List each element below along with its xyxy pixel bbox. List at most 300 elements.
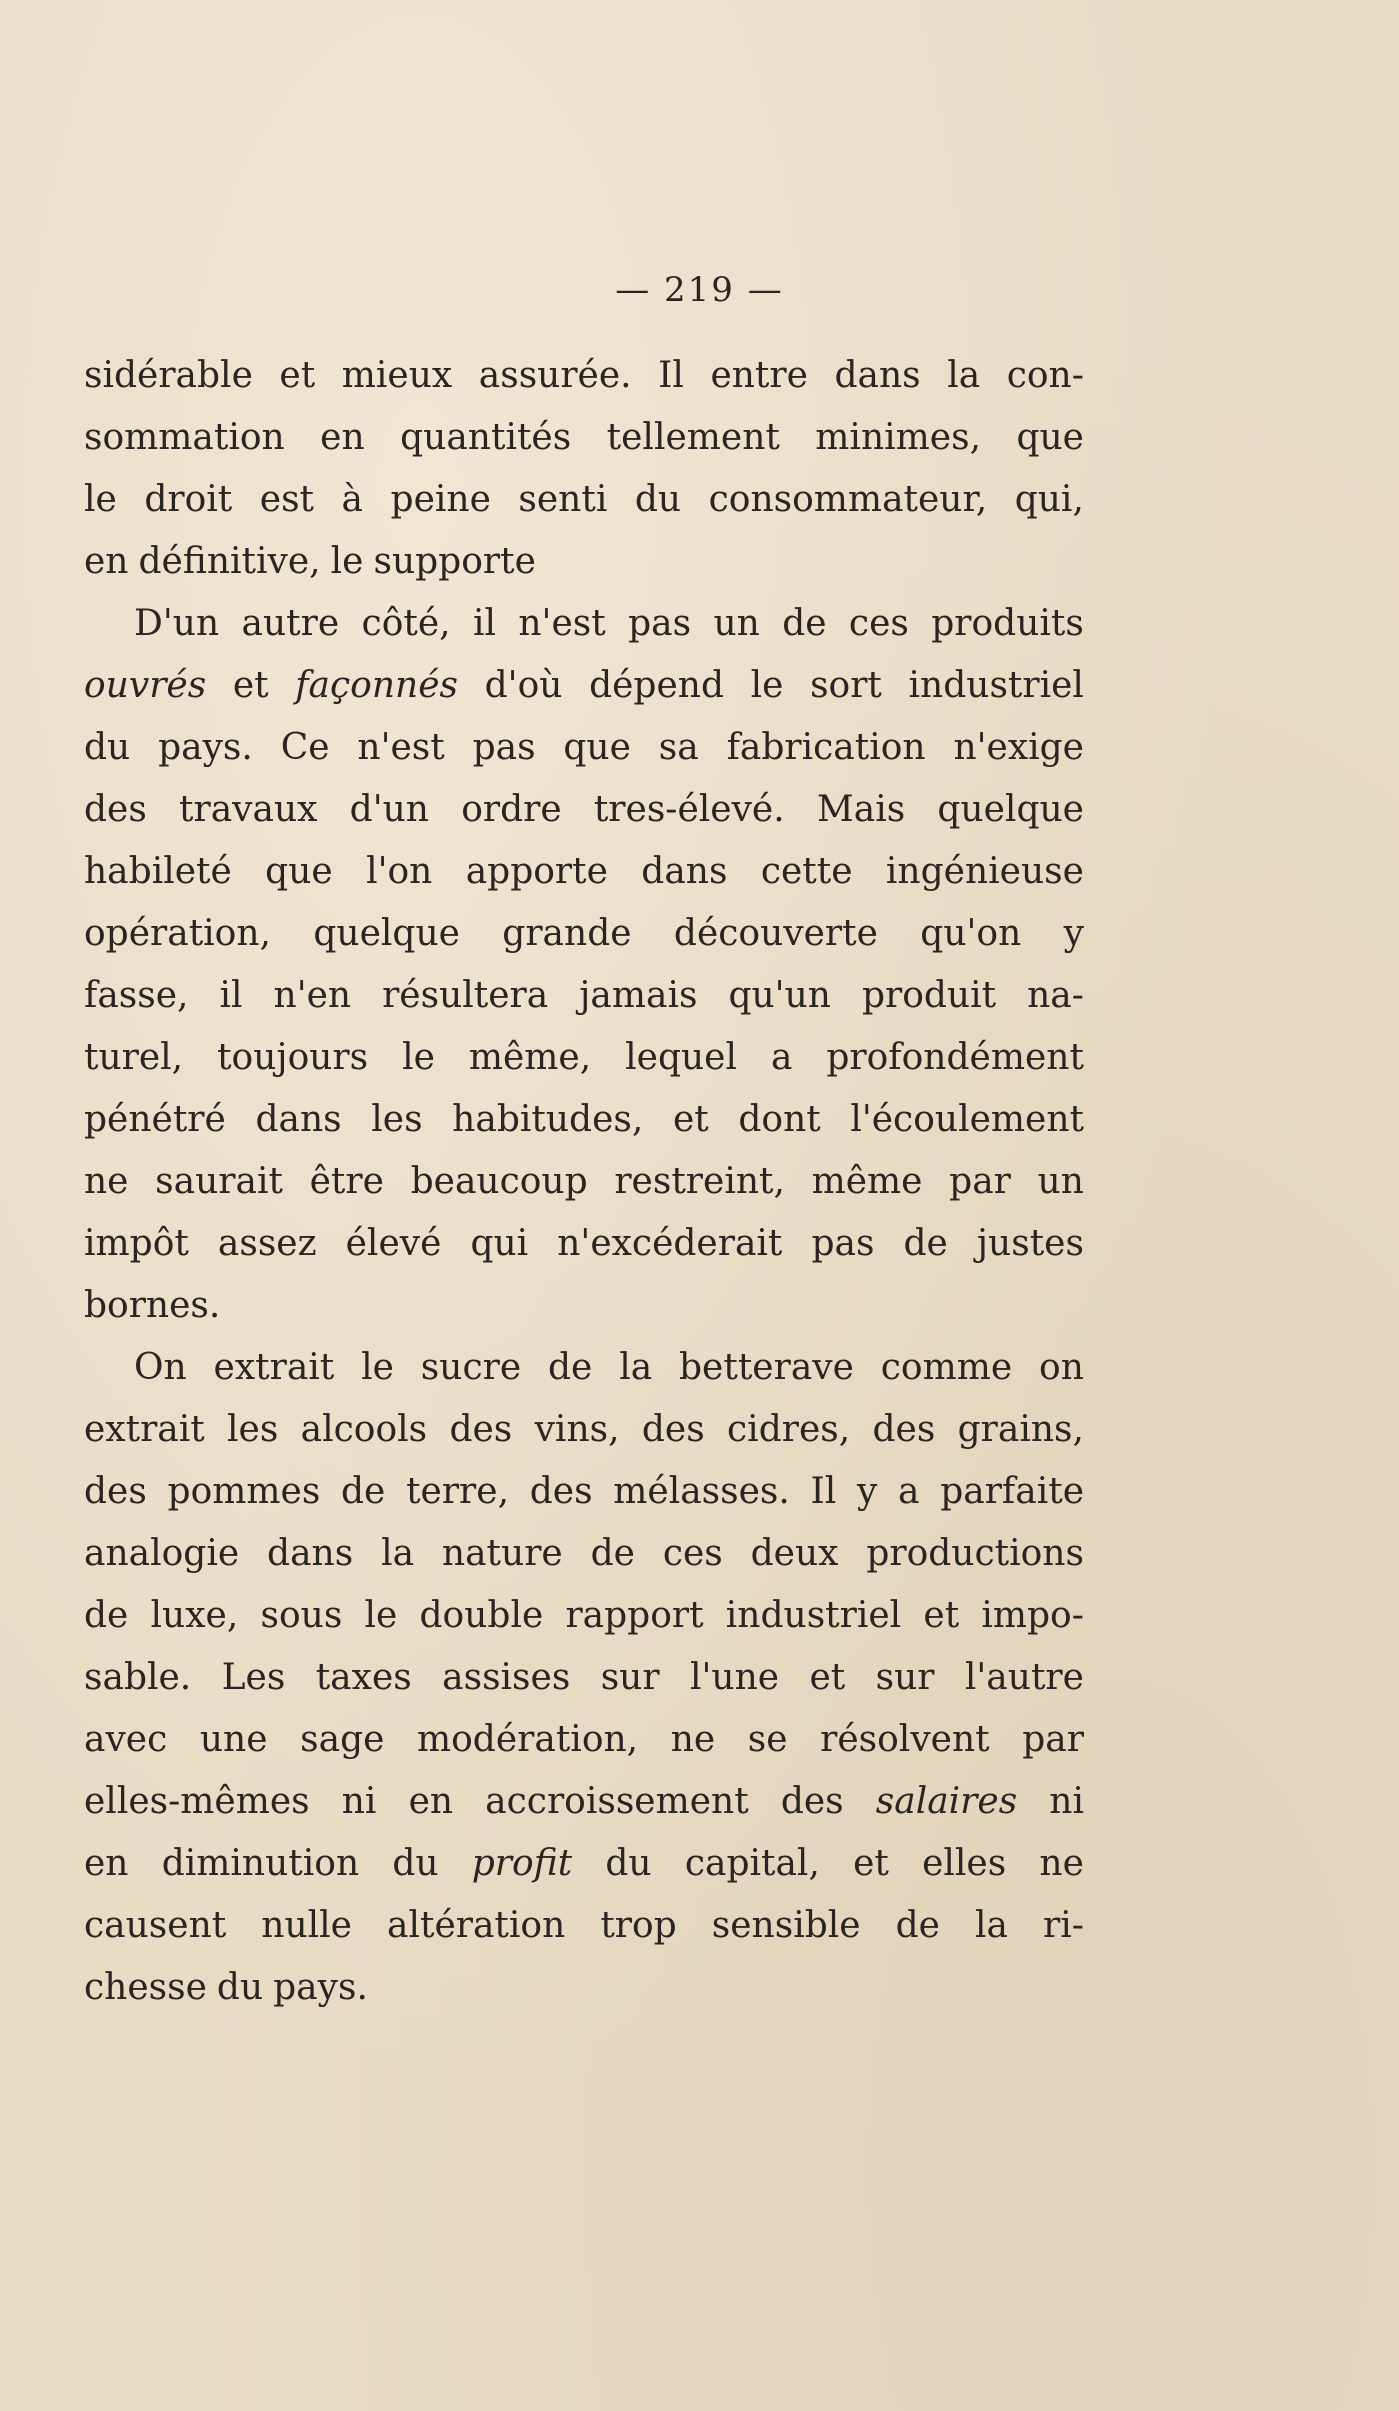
word (591, 1523, 635, 1585)
word-text: ni (341, 1781, 377, 1822)
word (350, 779, 429, 841)
word (811, 1461, 837, 1523)
word (461, 779, 561, 841)
word (857, 1461, 877, 1523)
word (84, 1523, 239, 1585)
word (940, 1461, 1084, 1523)
text-line (84, 593, 1084, 655)
word (84, 965, 188, 1027)
word-text: des (529, 1471, 593, 1512)
text-line (84, 1771, 1084, 1833)
word (958, 1399, 1084, 1461)
word (886, 841, 1084, 903)
word-text: est (259, 479, 315, 520)
word-text: d'un (349, 789, 429, 830)
text-line (84, 717, 1084, 779)
word-text: tres-élevé. (593, 789, 785, 830)
word (84, 1089, 226, 1151)
word-text: en (84, 541, 129, 582)
word-text: du (634, 479, 682, 520)
word (923, 1585, 959, 1647)
word-text: qu'un (728, 975, 831, 1016)
word (820, 1709, 989, 1771)
word (84, 717, 130, 779)
word (727, 717, 926, 779)
word-text: industriel (908, 665, 1084, 706)
italic-word: profit (471, 1843, 573, 1884)
word-text: Les (221, 1657, 286, 1698)
word (342, 345, 452, 407)
word (84, 1275, 220, 1337)
word (565, 1585, 703, 1647)
text-line (84, 1151, 1084, 1213)
word-text: nulle (261, 1905, 352, 1946)
word-text: habileté (84, 851, 232, 892)
word-text: du (605, 1843, 652, 1884)
word (642, 1399, 705, 1461)
word (301, 1399, 427, 1461)
word-text: taxes (315, 1657, 412, 1698)
word (812, 1151, 923, 1213)
word (817, 779, 905, 841)
body-text (84, 345, 1084, 2019)
word-text: profondément (826, 1037, 1084, 1078)
word-text: et (923, 1595, 960, 1636)
word-text: double (419, 1595, 544, 1636)
word-text: a (770, 1037, 793, 1078)
word (362, 593, 451, 655)
word (1016, 407, 1084, 469)
word (217, 1027, 368, 1089)
word-text: et (232, 665, 269, 706)
word (535, 1399, 620, 1461)
word-text: ces (662, 1533, 723, 1574)
word-text: avec (84, 1719, 168, 1760)
word (761, 841, 853, 903)
word-text: ces (848, 603, 909, 644)
word (421, 1337, 521, 1399)
word (144, 469, 232, 531)
word (1022, 1709, 1084, 1771)
word-text: accroissement (485, 1781, 749, 1822)
word (84, 1399, 205, 1461)
word-text: rapport (565, 1595, 704, 1636)
word-text: quelque (313, 913, 460, 954)
word (381, 1523, 414, 1585)
word (200, 1709, 268, 1771)
word-text: que (265, 851, 333, 892)
word-text: des (641, 1409, 705, 1450)
word (1027, 965, 1084, 1027)
word (981, 1585, 1084, 1647)
word (811, 1213, 874, 1275)
text-line (84, 469, 1084, 531)
word-text: on (1039, 1347, 1084, 1388)
word (214, 1337, 335, 1399)
word (342, 1771, 377, 1833)
word-space (363, 531, 373, 593)
text-line (84, 655, 1084, 717)
word-text: restreint, (614, 1161, 785, 1202)
italic-word: façonnés (295, 665, 458, 706)
word (84, 407, 285, 469)
word-text: le (361, 1347, 394, 1388)
word-text: dans (641, 851, 728, 892)
word-text: dépend (589, 665, 724, 706)
word-text: que (1016, 417, 1084, 458)
word-text: cidres, (727, 1409, 851, 1450)
word-text: mélasses. (613, 1471, 790, 1512)
word (810, 655, 882, 717)
word (949, 1151, 1011, 1213)
word (391, 469, 491, 531)
word (690, 1647, 779, 1709)
word-text: travaux (179, 789, 318, 830)
word (134, 1337, 187, 1399)
word (659, 717, 699, 779)
word-text: qui, (1014, 479, 1084, 520)
word (965, 1647, 1084, 1709)
word-text: pas (811, 1223, 875, 1264)
word (619, 1337, 652, 1399)
word (281, 717, 330, 779)
word-text: jamais (579, 975, 698, 1016)
word (502, 903, 631, 965)
word-text: bornes. (84, 1285, 221, 1326)
word-text: dont (738, 1099, 821, 1140)
word (751, 655, 784, 717)
word-text: trop (600, 1905, 677, 1946)
word (727, 1399, 850, 1461)
word (518, 593, 605, 655)
word-text: saurait (155, 1161, 283, 1202)
word-text: productions (866, 1533, 1084, 1574)
word-text: minimes, (815, 417, 982, 458)
word (594, 779, 785, 841)
word-space (129, 531, 139, 593)
word (614, 1151, 785, 1213)
word-text: à (341, 479, 364, 520)
word-text: grande (502, 913, 632, 954)
word-text: sage (300, 1719, 385, 1760)
word-text: terre, (406, 1471, 510, 1512)
italic-word: ouvrés (84, 665, 207, 706)
word-text: ne (84, 1161, 129, 1202)
word (1039, 1833, 1084, 1895)
word-text: extrait (84, 1409, 205, 1450)
word (1015, 469, 1084, 531)
word (357, 717, 444, 779)
word (589, 655, 724, 717)
word-text: d'où (484, 665, 563, 706)
word-text: elles-mêmes (84, 1781, 310, 1822)
word-text: cette (760, 851, 853, 892)
word-text: sidérable (84, 355, 253, 396)
text-line (84, 345, 1084, 407)
text-line (84, 531, 1084, 593)
word-text: des (84, 1471, 147, 1512)
word (406, 1461, 509, 1523)
word-text: dans (255, 1099, 342, 1140)
word-text: pays. (158, 727, 253, 768)
word-text: justes (976, 1223, 1084, 1264)
word (469, 1027, 591, 1089)
word (84, 1213, 189, 1275)
word-text: de (903, 1223, 948, 1264)
word (472, 1833, 572, 1895)
word (84, 1957, 207, 2019)
word (373, 531, 535, 593)
text-line (84, 779, 1084, 841)
word (361, 1337, 394, 1399)
word (313, 903, 460, 965)
word (862, 965, 996, 1027)
word-text: de (590, 1533, 635, 1574)
word-text: impôt (84, 1223, 189, 1264)
word (341, 1461, 385, 1523)
word-text: Il (658, 355, 684, 396)
word-text: des (780, 1781, 844, 1822)
word-text: l'écoulement (850, 1099, 1084, 1140)
word-text: dans (267, 1533, 354, 1574)
word-text: il (219, 975, 243, 1016)
word-text: pénétré (84, 1099, 226, 1140)
word-text: pommes (167, 1471, 321, 1512)
word (400, 407, 571, 469)
word-text: la (975, 1905, 1008, 1946)
word-text: y (856, 1471, 878, 1512)
word (674, 903, 878, 965)
word-text: droit (144, 479, 233, 520)
word-text: l'autre (964, 1657, 1084, 1698)
word (420, 1585, 544, 1647)
word (310, 1151, 384, 1213)
word-text: par (949, 1161, 1011, 1202)
word (387, 1895, 565, 1957)
word-text: de (782, 603, 827, 644)
word (782, 593, 826, 655)
word-text: même (811, 1161, 923, 1202)
word-text: industriel (725, 1595, 902, 1636)
word-text: produits (931, 603, 1084, 644)
word-text: sur (875, 1657, 935, 1698)
word-text: élevé (345, 1223, 442, 1264)
word-text: qui (470, 1223, 529, 1264)
word-text: beaucoup (410, 1161, 588, 1202)
word-space (263, 1957, 273, 2019)
text-line (84, 965, 1084, 1027)
word (663, 1523, 723, 1585)
word (84, 655, 206, 717)
word (274, 965, 352, 1027)
word (977, 1213, 1084, 1275)
word (600, 1895, 676, 1957)
word-text: D'un (134, 603, 220, 644)
word-text: les (227, 1409, 279, 1450)
word-text: définitive, (138, 541, 321, 582)
word (613, 1461, 790, 1523)
word (530, 1461, 593, 1523)
word (366, 841, 432, 903)
word (442, 1647, 570, 1709)
word (1043, 1895, 1084, 1957)
word-text: autre (241, 603, 340, 644)
word-text: sous (260, 1595, 343, 1636)
word (470, 1213, 528, 1275)
word (382, 965, 548, 1027)
word-text: n'excéderait (557, 1223, 783, 1264)
word (809, 1647, 845, 1709)
word-text: assez (217, 1223, 317, 1264)
word-text: grains, (957, 1409, 1084, 1450)
word-text: et (279, 355, 316, 396)
word-text: la (947, 355, 981, 396)
word (563, 717, 631, 779)
word-text: qu'on (920, 913, 1022, 954)
word (84, 1833, 129, 1895)
word-text: sa (658, 727, 699, 768)
word-text: opération, (84, 913, 271, 954)
word-text: ingénieuse (885, 851, 1084, 892)
word-text: causent (84, 1905, 227, 1946)
word (217, 1957, 263, 2019)
italic-word: salaires (875, 1781, 1018, 1822)
word (658, 345, 684, 407)
word-text: sensible (711, 1905, 861, 1946)
word-text: habitudes, (452, 1099, 644, 1140)
word (242, 593, 340, 655)
word (417, 1709, 638, 1771)
word (937, 779, 1084, 841)
word (449, 1399, 512, 1461)
word-text: vins, (534, 1409, 620, 1450)
word-text: assises (442, 1657, 571, 1698)
word (162, 1833, 359, 1895)
word (295, 655, 458, 717)
word (392, 1833, 438, 1895)
word (709, 469, 988, 531)
word (84, 1709, 167, 1771)
word (625, 1027, 737, 1089)
word (748, 1709, 788, 1771)
word (84, 531, 129, 593)
word (579, 965, 697, 1027)
word (155, 1151, 283, 1213)
word-text: du (84, 727, 131, 768)
word-text: sable. (84, 1657, 192, 1698)
word (84, 1151, 129, 1213)
word-text: mieux (341, 355, 453, 396)
word-text: du (216, 1967, 264, 2008)
word-text: ordre (461, 789, 562, 830)
text-line (84, 903, 1084, 965)
word (342, 469, 363, 531)
word (300, 1709, 384, 1771)
word (834, 345, 920, 407)
word-text: résolvent (820, 1719, 990, 1760)
word (227, 1399, 278, 1461)
word (853, 1833, 889, 1895)
word-text: un (713, 603, 760, 644)
word (219, 965, 242, 1027)
word (781, 1771, 844, 1833)
word (84, 469, 117, 531)
word (84, 903, 271, 965)
word (402, 1027, 435, 1089)
word-text: en (408, 1781, 454, 1822)
word (84, 1585, 128, 1647)
page-number: — 219 — (615, 270, 784, 310)
word-text: des (449, 1409, 513, 1450)
word (815, 407, 981, 469)
word-text: l'on (366, 851, 433, 892)
word-text: ri- (1043, 1905, 1084, 1946)
word-text: pays. (273, 1967, 368, 2008)
word (84, 1461, 147, 1523)
word (473, 593, 496, 655)
word (151, 1585, 239, 1647)
word (557, 1213, 782, 1275)
word-text: se (747, 1719, 788, 1760)
word-text: comme (880, 1347, 1013, 1388)
word-text: de (895, 1905, 940, 1946)
word (260, 469, 314, 531)
word-text: côté, (361, 603, 451, 644)
word (255, 1089, 341, 1151)
word (673, 1089, 709, 1151)
text-line (84, 1213, 1084, 1275)
word-text: et (672, 1099, 709, 1140)
word-text: de (547, 1347, 593, 1388)
word-text: que (563, 727, 631, 768)
word-text: n'est (518, 603, 606, 644)
text-line (84, 1957, 1084, 2019)
word (751, 1523, 839, 1585)
word-text: la (619, 1347, 653, 1388)
word-text: lequel (625, 1037, 737, 1078)
word-text: des (872, 1409, 936, 1450)
word-text: impo- (981, 1595, 1084, 1636)
word-text: le (750, 665, 784, 706)
word-text: n'est (357, 727, 445, 768)
word-text: fasse, (84, 975, 189, 1016)
word (671, 1709, 716, 1771)
word-text: produit (861, 975, 997, 1016)
word-text: sommation (84, 417, 285, 458)
word-text: un (1037, 1161, 1084, 1202)
word (953, 717, 1084, 779)
word-text: analogie (84, 1533, 240, 1574)
word (466, 841, 608, 903)
word (222, 1647, 286, 1709)
word (479, 345, 632, 407)
word (265, 841, 333, 903)
word-text: n'en (273, 975, 352, 1016)
word (442, 1523, 563, 1585)
text-line (84, 407, 1084, 469)
text-line (84, 1461, 1084, 1523)
word-text: nature (441, 1533, 563, 1574)
word (605, 1833, 651, 1895)
word-text: et (853, 1843, 889, 1884)
word-text: l'une (689, 1657, 780, 1698)
text-line (84, 1833, 1084, 1895)
word (139, 531, 321, 593)
word (316, 1647, 412, 1709)
word (881, 1337, 1012, 1399)
word (84, 1771, 310, 1833)
word (409, 1771, 454, 1833)
